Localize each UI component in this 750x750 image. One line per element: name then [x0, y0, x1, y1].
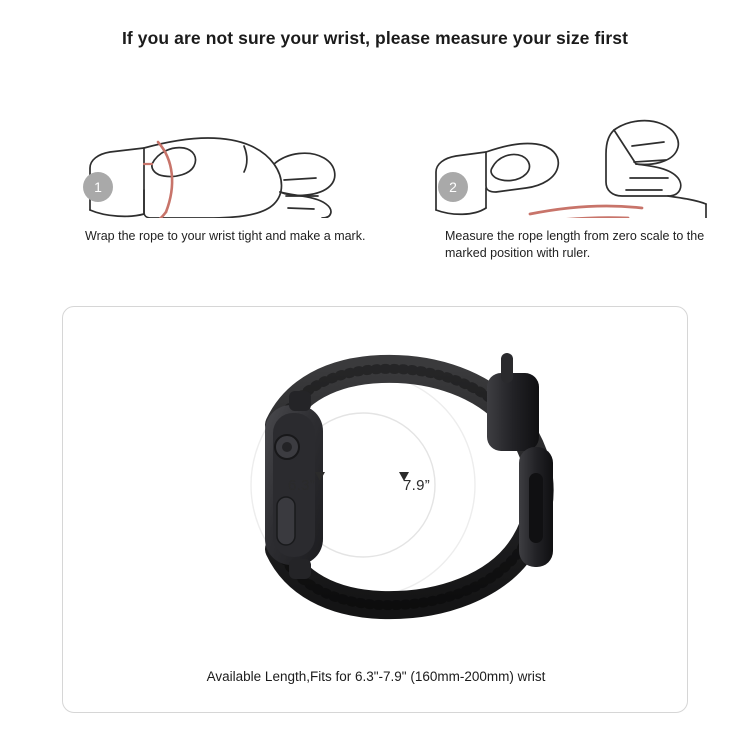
step-2	[400, 68, 730, 268]
availability-caption: Available Length,Fits for 6.3"-7.9" (160mm-200mm) wrist	[206, 669, 546, 684]
step-2-badge: 2	[438, 172, 468, 202]
step-2-caption: Measure the rope length from zero scale to the marked position with ruler.	[445, 229, 705, 260]
page-title: If you are not sure your wrist, please measure your size first	[121, 28, 629, 48]
step-1-caption: Wrap the rope to your wrist tight and make a mark.	[85, 229, 366, 243]
buckle-group	[487, 353, 553, 567]
step-1-badge: 1	[83, 172, 113, 202]
step-1	[48, 68, 378, 268]
min-wrist-label: 6.3”	[288, 477, 316, 494]
size-arrow-markers	[315, 472, 409, 481]
watch-band-illustration	[63, 307, 687, 647]
measurement-steps	[0, 68, 750, 268]
max-wrist-label: 7.9”	[403, 477, 431, 494]
product-panel	[62, 306, 688, 713]
